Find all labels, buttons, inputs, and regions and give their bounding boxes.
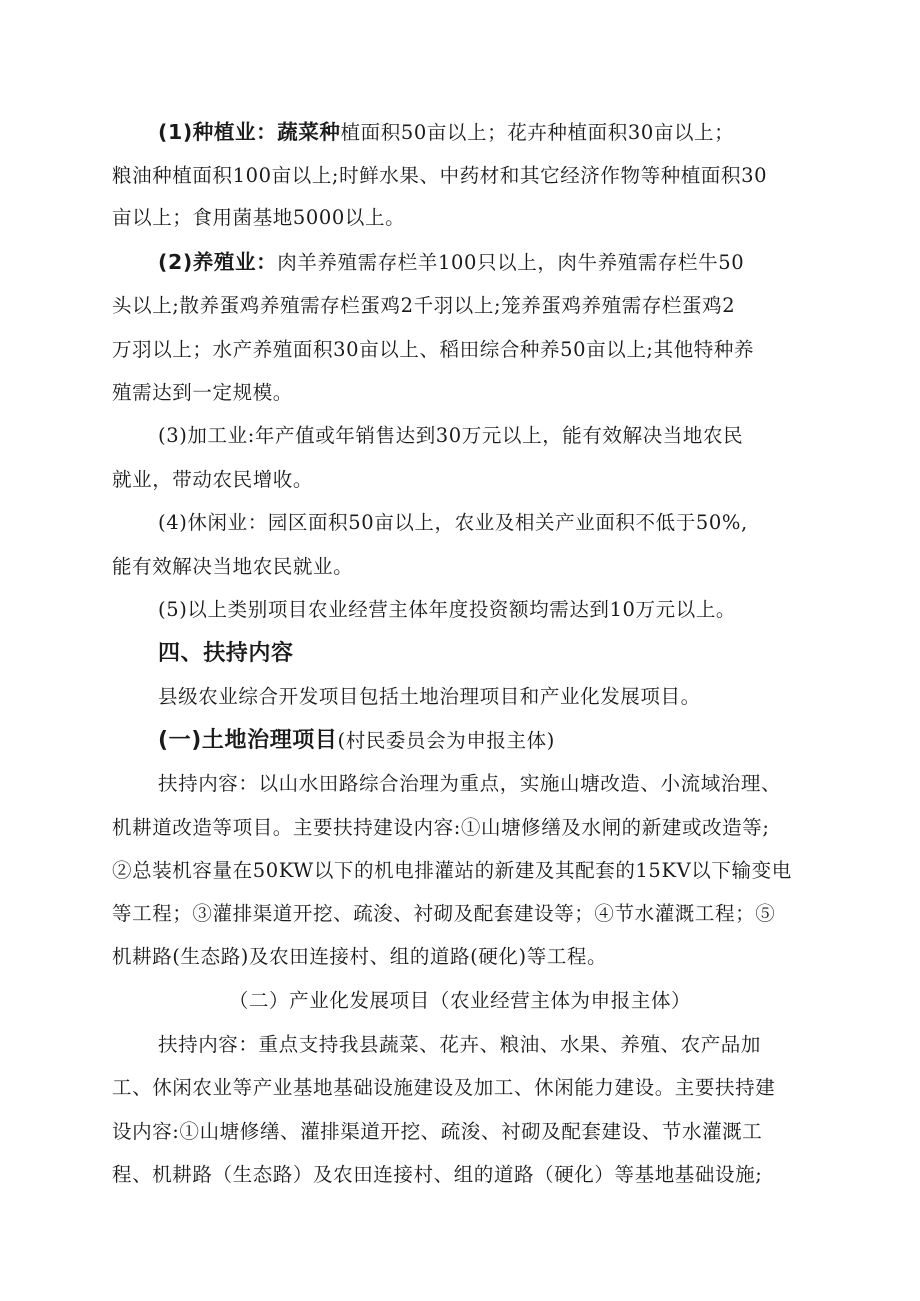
sub1-note: (村民委员会为申报主体) — [337, 729, 555, 752]
p4-line-2: 能有效解决当地农民就业。 — [112, 555, 354, 578]
section-heading: 四、扶持内容 — [158, 641, 294, 666]
sub1-heading — [158, 726, 555, 756]
p1-line-1 — [158, 117, 734, 148]
p4-line-1: (4)休闲业：园区面积50亩以上，农业及相关产业面积不低于50%, — [158, 511, 748, 534]
p2-line-1-text: 肉羊养殖需存栏羊100只以上，肉牛养殖需存栏牛50 — [277, 251, 745, 274]
intro-line: 县级农业综合开发项目包括土地治理项目和产业化发展项目。 — [158, 685, 701, 708]
p2-line-1 — [158, 247, 744, 278]
p2-line-3: 万羽以上；水产养殖面积30亩以上、稻田综合种养50亩以上;其他特种养 — [112, 338, 755, 361]
sub2-line-4: 程、机耕路（生态路）及农田连接村、组的道路（硬化）等基地基础设施; — [112, 1163, 763, 1186]
p1-line-3: 亩以上；食用菌基地5000以上。 — [112, 206, 406, 229]
sub2-line-2: 工、休闲农业等产业基地基础设施建设及加工、休闲能力建设。主要扶持建 — [112, 1076, 776, 1099]
sub2-line-1: 扶持内容：重点支持我县蔬菜、花卉、粮油、水果、养殖、农产品加 — [158, 1033, 762, 1056]
p1-line-1-text: 植面积50亩以上；花卉种植面积30亩以上； — [340, 121, 735, 144]
p2-label: (2)养殖业： — [158, 250, 278, 274]
sub1-line-5: 机耕路(生态路)及农田连接村、组的道路(硬化)等工程。 — [112, 945, 608, 968]
sub2-heading: （二）产业化发展项目（农业经营主体为申报主体） — [228, 989, 692, 1012]
p1-line-2: 粮油种植面积100亩以上;时鲜水果、中药材和其它经济作物等种植面积30 — [112, 164, 768, 187]
sub2-line-3: 设内容:①山塘修缮、灌排渠道开挖、疏浚、衬砌及配套建设、节水灌溉工 — [112, 1120, 763, 1143]
sub1-line-3: ②总装机容量在50KW以下的机电排灌站的新建及其配套的15KV以下输变电 — [112, 859, 792, 882]
sub1-line-4: 等工程；③灌排渠道开挖、疏浚、衬砌及配套建设等；④节水灌溉工程；⑤ — [112, 902, 776, 925]
sub1-title: (一)土地治理项目 — [158, 728, 338, 753]
p2-line-4: 殖需达到一定规模。 — [112, 381, 293, 404]
p1-label: (1)种植业：蔬菜种 — [158, 120, 341, 144]
p2-line-2: 头以上;散养蛋鸡养殖需存栏蛋鸡2千羽以上;笼养蛋鸡养殖需存栏蛋鸡2 — [112, 294, 736, 317]
p3-line-2: 就业，带动农民增收。 — [112, 468, 314, 491]
sub1-line-1: 扶持内容：以山水田路综合治理为重点，实施山塘改造、小流域治理、 — [158, 772, 782, 795]
p3-line-1: (3)加工业:年产值或年销售达到30万元以上，能有效解决当地农民 — [158, 424, 744, 447]
p5-line-1: (5)以上类别项目农业经营主体年度投资额均需达到10万元以上。 — [158, 598, 737, 621]
sub1-line-2: 机耕道改造等项目。主要扶持建设内容:①山塘修缮及水闸的新建或改造等; — [112, 816, 770, 839]
